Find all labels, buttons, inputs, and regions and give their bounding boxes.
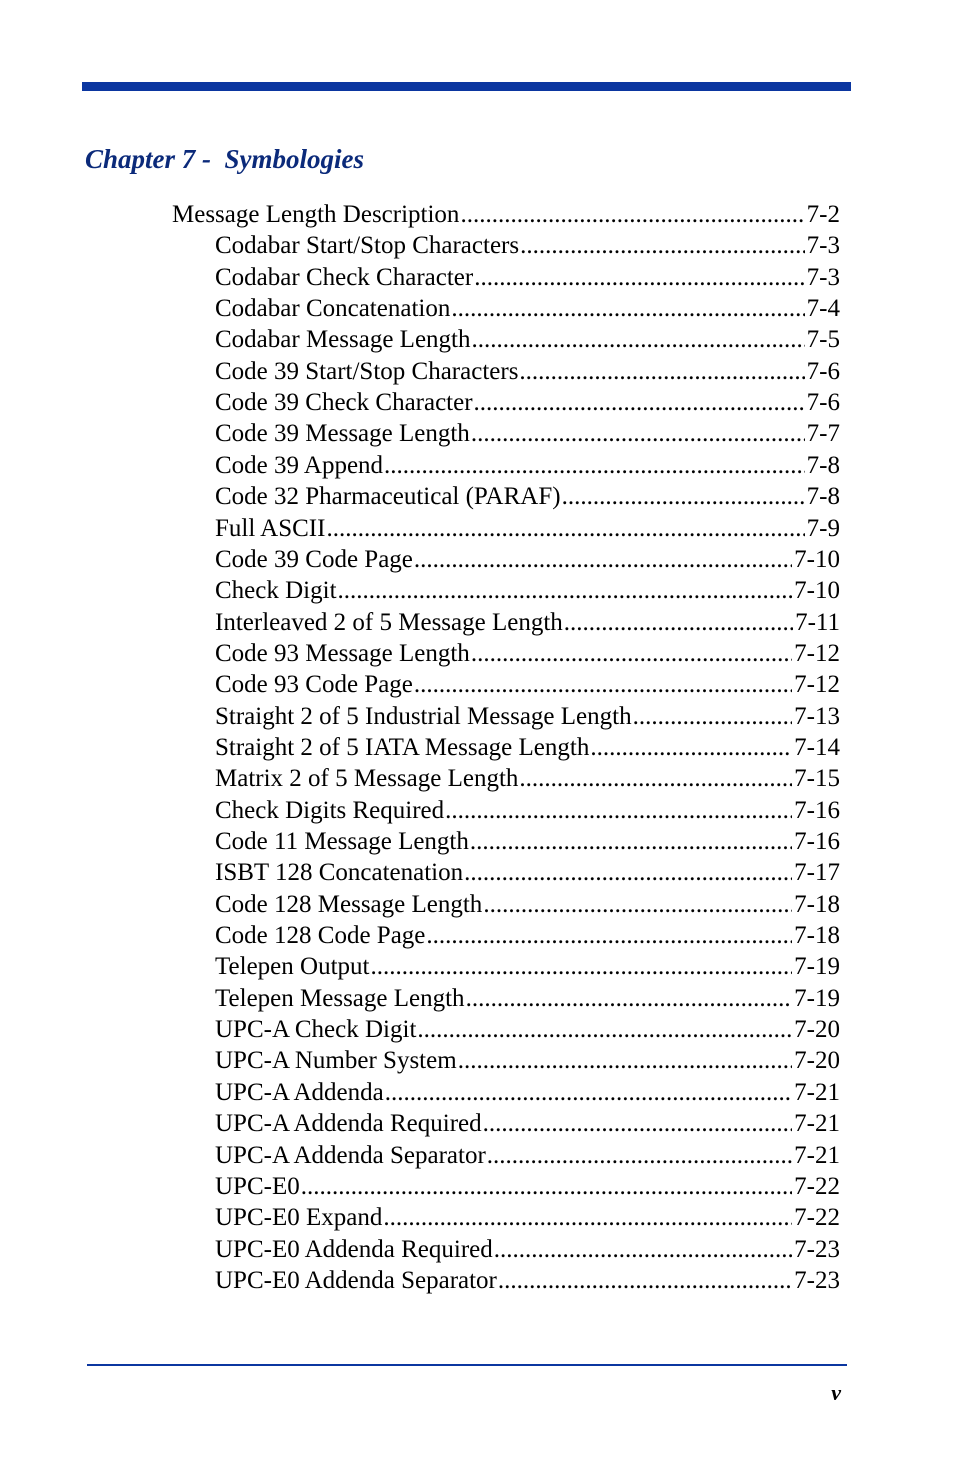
toc-entry[interactable] (215, 732, 840, 763)
toc-entry-page: 7-15 (794, 765, 840, 793)
toc-entry-label: Code 128 Code Page (215, 922, 426, 950)
toc-entry[interactable] (215, 1234, 840, 1265)
toc-dot-leader (451, 293, 804, 324)
toc-dot-leader (487, 1140, 792, 1171)
toc-entry[interactable] (215, 1171, 840, 1202)
toc-entry-label: Codabar Concatenation (215, 295, 451, 323)
toc-entry[interactable] (215, 857, 840, 888)
toc-entry-label: Code 39 Start/Stop Characters (215, 357, 519, 385)
toc-entry-label: Code 93 Message Length (215, 639, 470, 667)
toc-dot-leader (562, 481, 805, 512)
toc-entry[interactable] (215, 826, 840, 857)
toc-entry-page: 7-21 (794, 1141, 840, 1169)
toc-entry-label: Telepen Output (215, 953, 370, 981)
toc-entry-label: Codabar Start/Stop Characters (215, 232, 520, 260)
toc-entry[interactable] (215, 230, 840, 261)
toc-dot-leader (384, 450, 805, 481)
toc-dot-leader (470, 826, 792, 857)
toc-entry[interactable] (215, 920, 840, 951)
toc-entry[interactable] (215, 356, 840, 387)
toc-entry-label: UPC-A Addenda Required (215, 1110, 482, 1138)
toc-entry-label: Codabar Message Length (215, 326, 471, 354)
toc-entry-label: UPC-A Number System (215, 1047, 457, 1075)
toc-entry-page: 7-16 (794, 796, 840, 824)
toc-entry-label: Code 128 Message Length (215, 890, 483, 918)
toc-entry-page: 7-14 (794, 733, 840, 761)
toc-entry[interactable] (215, 1140, 840, 1171)
toc-entry[interactable] (215, 669, 840, 700)
toc-entry[interactable] (215, 418, 840, 449)
toc-entry[interactable] (215, 638, 840, 669)
toc-dot-leader (494, 1234, 792, 1265)
toc-entry-page: 7-23 (794, 1266, 840, 1294)
toc-dot-leader (519, 763, 792, 794)
toc-dot-leader (338, 575, 793, 606)
toc-entry[interactable] (215, 795, 840, 826)
toc-dot-leader (471, 324, 804, 355)
toc-entry[interactable] (215, 293, 840, 324)
toc-entry[interactable] (215, 1014, 840, 1045)
toc-entry-label: Message Length Description (172, 201, 460, 228)
toc-dot-leader (474, 262, 804, 293)
toc-entry-label: Codabar Check Character (215, 263, 474, 291)
toc-entry-page: 7-10 (794, 545, 840, 573)
toc-entry[interactable] (215, 513, 840, 544)
toc-dot-leader (483, 889, 792, 920)
toc-dot-leader (385, 1077, 792, 1108)
toc-entry-label: Matrix 2 of 5 Message Length (215, 765, 519, 793)
toc-dot-leader (383, 1202, 792, 1233)
toc-entry-label: UPC-A Check Digit (215, 1016, 417, 1044)
toc-entry-page: 7-18 (794, 890, 840, 918)
toc-entry[interactable] (215, 575, 840, 606)
toc-entry-label: UPC-E0 Addenda Required (215, 1235, 493, 1263)
toc-entry[interactable] (215, 1108, 840, 1139)
toc-entry-label: Straight 2 of 5 IATA Message Length (215, 733, 590, 761)
toc-dot-leader (633, 701, 793, 732)
toc-entry[interactable] (215, 951, 840, 982)
toc-entry-label: UPC-E0 Expand (215, 1204, 383, 1232)
toc-entry-label: Code 93 Code Page (215, 671, 413, 699)
toc-entry-page: 7-2 (806, 201, 840, 228)
toc-dot-leader (471, 638, 792, 669)
toc-entry-label: Code 32 Pharmaceutical (PARAF) (215, 483, 561, 511)
toc-dot-leader (445, 795, 792, 826)
toc-entry-page: 7-20 (794, 1047, 840, 1075)
toc-dot-leader (519, 356, 804, 387)
footer-rule (87, 1364, 847, 1366)
toc-dot-leader (466, 983, 793, 1014)
toc-dot-leader (471, 418, 805, 449)
header-rule (82, 82, 851, 91)
toc-entry-page: 7-17 (794, 859, 840, 887)
toc-entry-label: ISBT 128 Concatenation (215, 859, 464, 887)
toc-entry-page: 7-8 (806, 483, 840, 511)
toc-dot-leader (414, 544, 792, 575)
toc-entry-page: 7-19 (794, 984, 840, 1012)
toc-dot-leader (520, 230, 805, 261)
toc-entry-page: 7-10 (794, 577, 840, 605)
toc-dot-leader (474, 387, 805, 418)
toc-entry-page: 7-22 (794, 1204, 840, 1232)
toc-entry-label: UPC-E0 (215, 1172, 300, 1200)
toc-entry[interactable] (215, 387, 840, 418)
toc-entry[interactable] (215, 763, 840, 794)
toc-entry[interactable] (215, 450, 840, 481)
toc-entry-label: Code 39 Message Length (215, 420, 470, 448)
toc-entry[interactable] (215, 701, 840, 732)
toc-entry-label: Interleaved 2 of 5 Message Length (215, 608, 563, 636)
toc-entry[interactable] (215, 889, 840, 920)
toc-entry-page: 7-18 (794, 922, 840, 950)
toc-entry-label: Code 39 Append (215, 451, 384, 479)
toc-entry-page: 7-19 (794, 953, 840, 981)
toc-dot-leader (370, 951, 792, 982)
toc-entry-label: Code 39 Check Character (215, 389, 473, 417)
toc-entry-page: 7-21 (794, 1078, 840, 1106)
toc-entry[interactable] (215, 544, 840, 575)
toc-entry[interactable] (215, 324, 840, 355)
toc-entry-page: 7-6 (806, 389, 840, 417)
toc-entry-label: Straight 2 of 5 Industrial Message Length (215, 702, 632, 730)
toc-dot-leader (426, 920, 792, 951)
toc-entry-page: 7-23 (794, 1235, 840, 1263)
toc-dot-leader (483, 1108, 793, 1139)
toc-entry-page: 7-12 (794, 671, 840, 699)
toc-entry-page: 7-8 (806, 451, 840, 479)
toc-entry[interactable] (215, 262, 840, 293)
toc-dot-leader (417, 1014, 792, 1045)
toc-dot-leader (326, 513, 804, 544)
toc-dot-leader (301, 1171, 792, 1202)
toc-entry-page: 7-20 (794, 1016, 840, 1044)
toc-entry-page: 7-12 (794, 639, 840, 667)
toc-entry-page: 7-5 (806, 326, 840, 354)
toc-entry-page: 7-3 (806, 232, 840, 260)
toc-entry-label: UPC-A Addenda (215, 1078, 384, 1106)
toc-dot-leader (498, 1265, 792, 1296)
chapter-title: Chapter 7 - Symbologies (85, 144, 365, 174)
page-number: v (831, 1380, 841, 1405)
toc-entry[interactable] (172, 199, 840, 230)
toc-entry[interactable] (215, 983, 840, 1014)
toc-entry-label: Check Digits Required (215, 796, 445, 824)
toc-dot-leader (460, 199, 804, 230)
toc-dot-leader (414, 669, 792, 700)
toc-entry-label: UPC-A Addenda Separator (215, 1141, 486, 1169)
toc-entry-page: 7-3 (806, 263, 840, 291)
toc-entry[interactable] (215, 1077, 840, 1108)
toc-entry-page: 7-13 (794, 702, 840, 730)
toc-entry-label: UPC-E0 Addenda Separator (215, 1266, 497, 1294)
toc-dot-leader (590, 732, 792, 763)
toc-entry-label: Code 39 Code Page (215, 545, 413, 573)
toc-entry[interactable] (215, 607, 840, 638)
toc-entry-page: 7-22 (794, 1172, 840, 1200)
toc-entry[interactable] (215, 1202, 840, 1233)
toc-entry-page: 7-4 (806, 295, 840, 323)
toc-entry-page: 7-9 (806, 514, 840, 542)
toc-entry-page: 7-6 (806, 357, 840, 385)
toc-entry-page: 7-16 (794, 828, 840, 855)
toc-entry-page: 7-11 (795, 608, 840, 636)
toc-entry-label: Full ASCII (215, 514, 326, 542)
toc-dot-leader (464, 857, 792, 888)
toc-entry[interactable] (215, 1265, 840, 1296)
toc-entry-page: 7-7 (806, 420, 840, 448)
toc-entry-label: Telepen Message Length (215, 984, 465, 1012)
toc-entry-page: 7-21 (794, 1110, 840, 1138)
toc-entry-label: Check Digit (215, 577, 337, 605)
toc-entry-label: Code 11 Message Length (215, 828, 469, 855)
toc-entry[interactable] (215, 481, 840, 512)
toc-entry[interactable] (215, 1045, 840, 1076)
toc-dot-leader (564, 607, 793, 638)
toc-dot-leader (458, 1045, 792, 1076)
